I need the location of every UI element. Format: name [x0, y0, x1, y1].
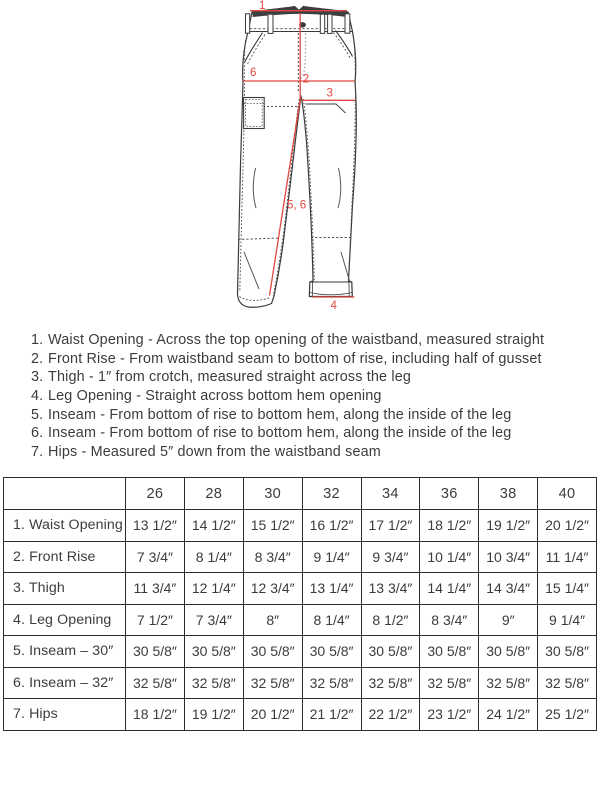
legend-item-2 [31, 350, 587, 369]
size-value-cell: 8 3/4″ [243, 541, 302, 573]
size-value-cell: 32 5/8″ [420, 667, 479, 699]
size-table-row [4, 636, 597, 668]
size-table-row [4, 573, 597, 605]
legend-item-7 [31, 443, 587, 462]
size-value-cell: 18 1/2″ [420, 510, 479, 542]
size-value-cell: 7 3/4″ [126, 541, 185, 573]
callout-hips: 6 [250, 67, 257, 79]
pants-drawing [195, 0, 405, 320]
callout-waist-opening: 1 [259, 0, 266, 12]
legend-item-5 [31, 405, 587, 424]
size-value-cell: 32 5/8″ [243, 667, 302, 699]
size-value-cell: 20 1/2″ [538, 510, 597, 542]
size-value-cell: 25 1/2″ [538, 699, 597, 731]
size-column-header: 28 [184, 478, 243, 510]
size-table [3, 477, 597, 731]
pants-outline [238, 7, 357, 308]
size-value-cell: 32 5/8″ [361, 667, 420, 699]
size-column-header: 34 [361, 478, 420, 510]
size-value-cell: 14 1/4″ [420, 573, 479, 605]
legend-item-4 [31, 387, 587, 406]
size-value-cell: 32 5/8″ [479, 667, 538, 699]
measurement-row-label: 2. Front Rise [4, 541, 126, 573]
legend-item-text: Front Rise - From waistband seam to bottom of rise, including half of gusset [48, 350, 542, 367]
measurement-row-label: 7. Hips [4, 699, 126, 731]
size-value-cell: 32 5/8″ [184, 667, 243, 699]
size-value-cell: 32 5/8″ [538, 667, 597, 699]
size-value-cell: 30 5/8″ [479, 636, 538, 668]
size-value-cell: 21 1/2″ [302, 699, 361, 731]
size-value-cell: 8″ [243, 604, 302, 636]
measurement-legend [31, 331, 587, 461]
size-column-header: 32 [302, 478, 361, 510]
size-value-cell: 30 5/8″ [302, 636, 361, 668]
cargo-pocket [244, 98, 265, 129]
size-value-cell: 7 3/4″ [184, 604, 243, 636]
measurement-row-label: 3. Thigh [4, 573, 126, 605]
legend-item-text: Inseam - From bottom of rise to bottom hem, along the inside of the leg [48, 425, 512, 442]
size-value-cell: 14 3/4″ [479, 573, 538, 605]
size-value-cell: 23 1/2″ [420, 699, 479, 731]
legend-item-number: 3. [31, 369, 44, 386]
size-value-cell: 32 5/8″ [126, 667, 185, 699]
size-table-row [4, 541, 597, 573]
callout-leg-opening: 4 [330, 300, 337, 312]
size-column-header: 40 [538, 478, 597, 510]
legend-item-6 [31, 424, 587, 443]
size-value-cell: 24 1/2″ [479, 699, 538, 731]
size-value-cell: 32 5/8″ [302, 667, 361, 699]
measurement-row-label: 4. Leg Opening [4, 604, 126, 636]
size-value-cell: 12 1/4″ [184, 573, 243, 605]
size-table-row [4, 510, 597, 542]
size-column-header: 38 [479, 478, 538, 510]
legend-item-number: 1. [31, 332, 44, 349]
size-value-cell: 8 3/4″ [420, 604, 479, 636]
size-value-cell: 15 1/2″ [243, 510, 302, 542]
size-value-cell: 20 1/2″ [243, 699, 302, 731]
measurement-row-label: 6. Inseam – 32″ [4, 667, 126, 699]
size-value-cell: 30 5/8″ [538, 636, 597, 668]
legend-item-text: Leg Opening - Straight across bottom hem opening [48, 388, 382, 405]
legend-item-text: Inseam - From bottom of rise to bottom hem, along the inside of the leg [48, 406, 512, 423]
size-table-row [4, 667, 597, 699]
size-value-cell: 17 1/2″ [361, 510, 420, 542]
size-value-cell: 30 5/8″ [420, 636, 479, 668]
size-value-cell: 19 1/2″ [479, 510, 538, 542]
measurement-row-label: 5. Inseam – 30″ [4, 636, 126, 668]
size-value-cell: 14 1/2″ [184, 510, 243, 542]
legend-item-1 [31, 331, 587, 350]
size-value-cell: 9 3/4″ [361, 541, 420, 573]
legend-item-3 [31, 368, 587, 387]
size-value-cell: 9 1/4″ [538, 604, 597, 636]
size-column-header: 36 [420, 478, 479, 510]
size-value-cell: 8 1/4″ [184, 541, 243, 573]
legend-item-text: Thigh - 1″ from crotch, measured straight across the leg [48, 369, 412, 386]
legend-item-number: 4. [31, 388, 44, 405]
legend-item-number: 5. [31, 406, 44, 423]
size-value-cell: 15 1/4″ [538, 573, 597, 605]
corner-cell [4, 478, 126, 510]
legend-item-text: Waist Opening - Across the top opening of the waistband, measured straight [48, 332, 545, 349]
legend-item-text: Hips - Measured 5″ down from the waistband seam [48, 443, 381, 460]
size-value-cell: 8 1/2″ [361, 604, 420, 636]
callout-inseam: 5, 6 [287, 199, 307, 212]
size-value-cell: 7 1/2″ [126, 604, 185, 636]
size-value-cell: 8 1/4″ [302, 604, 361, 636]
size-column-header: 26 [126, 478, 185, 510]
size-value-cell: 10 3/4″ [479, 541, 538, 573]
size-table-row [4, 604, 597, 636]
size-value-cell: 19 1/2″ [184, 699, 243, 731]
pants-measurement-diagram [195, 0, 405, 320]
size-table-row [4, 699, 597, 731]
measurement-row-label: 1. Waist Opening [4, 510, 126, 542]
size-value-cell: 30 5/8″ [126, 636, 185, 668]
size-value-cell: 9 1/4″ [302, 541, 361, 573]
legend-item-number: 6. [31, 425, 44, 442]
size-table-header-row [4, 478, 597, 510]
size-value-cell: 12 3/4″ [243, 573, 302, 605]
legend-item-number: 2. [31, 350, 44, 367]
size-value-cell: 18 1/2″ [126, 699, 185, 731]
size-value-cell: 13 1/2″ [126, 510, 185, 542]
size-value-cell: 9″ [479, 604, 538, 636]
size-column-header: 30 [243, 478, 302, 510]
size-value-cell: 16 1/2″ [302, 510, 361, 542]
size-value-cell: 10 1/4″ [420, 541, 479, 573]
size-value-cell: 22 1/2″ [361, 699, 420, 731]
size-value-cell: 11 1/4″ [538, 541, 597, 573]
size-value-cell: 11 3/4″ [126, 573, 185, 605]
callout-thigh: 3 [326, 87, 333, 100]
legend-item-number: 7. [31, 443, 44, 460]
size-value-cell: 30 5/8″ [184, 636, 243, 668]
size-value-cell: 13 3/4″ [361, 573, 420, 605]
size-value-cell: 13 1/4″ [302, 573, 361, 605]
size-value-cell: 30 5/8″ [243, 636, 302, 668]
size-value-cell: 30 5/8″ [361, 636, 420, 668]
callout-front-rise: 2 [302, 73, 310, 86]
